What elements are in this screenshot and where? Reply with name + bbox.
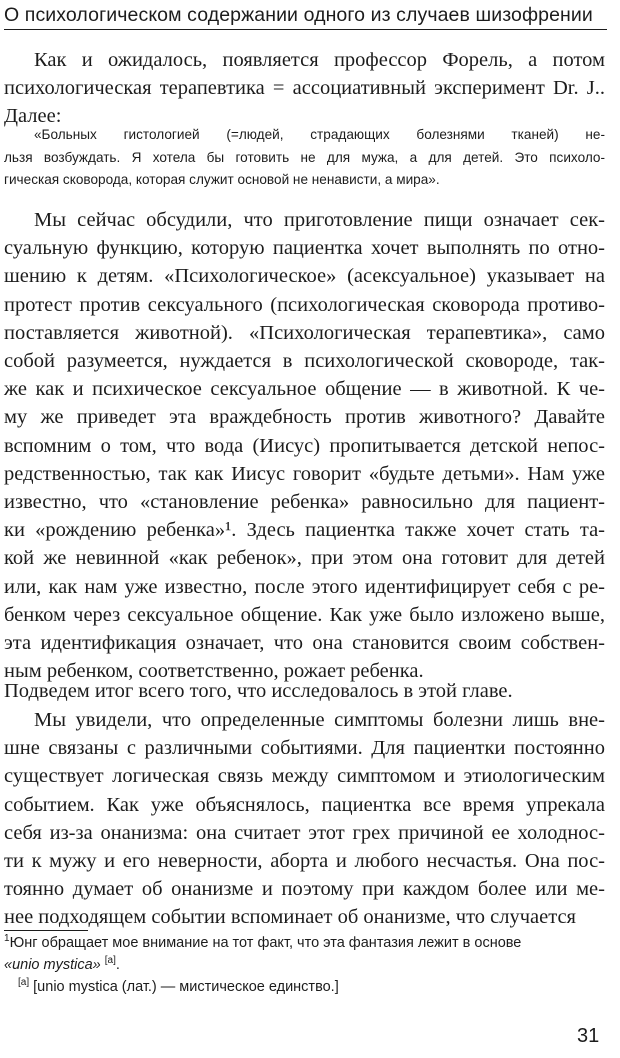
footnote-marker: [а] <box>18 977 30 989</box>
main-line: или, как нам уже известно, после этого идентифицирует себя с ре- <box>4 575 605 598</box>
footnote-divider <box>4 930 88 931</box>
running-header: О психологическом содержании одного из случаев шизофрении <box>4 2 607 30</box>
main-paragraph <box>4 206 605 685</box>
footnote-ref: [а] <box>104 955 116 967</box>
footnote-text: [unio mystica (лат.) — мистическое единство.] <box>33 979 339 995</box>
closing-line: нее подходящем событии вспоминает об онанизме, что случается <box>4 906 576 929</box>
block-quote <box>4 124 605 192</box>
closing-line: ти к мужу и его неверности, аборта и любого несчастья. Она пос- <box>4 850 605 873</box>
footnote-period: . <box>115 957 120 973</box>
main-line: шению к детям. «Психологическое» (асексуальное) указывает на <box>4 265 605 288</box>
closing-line: тоянно думает об онанизме и поэтому при каждом более или ме- <box>4 878 605 901</box>
main-line: редственностью, так как Иисус говорит «будьте детьми». Нам уже <box>4 462 605 485</box>
main-line: известно, что «становление ребенка» равносильно для пациент- <box>4 491 605 514</box>
summary-paragraph <box>4 677 605 705</box>
footnote-text: Юнг обращает мое внимание на тот факт, что эта фантазия лежит в основе <box>9 935 522 951</box>
summary-line: Подведем итог всего того, что исследовалось в этой главе. <box>4 680 513 702</box>
intro-paragraph <box>4 46 605 131</box>
main-line: ным ребенком, соответственно, рожает ребенка. <box>4 660 424 683</box>
closing-line: существует логическая связь между симптомом и этиологическим <box>4 765 605 788</box>
main-line: вспомним о том, что вода (Иисус) пропитывается детской непос- <box>4 434 605 457</box>
quote-line: «Больных гистологией (=людей, страдающих болезнями тканей) не- <box>34 127 605 142</box>
footnotes <box>4 932 605 998</box>
quote-line: гическая сковорода, которая служит основой не ненависти, а мира». <box>4 172 440 187</box>
closing-line: шне связаны с различными событиями. Для пациентки постоянно <box>4 737 605 760</box>
main-line: бенком через сексуальное общение. Как уже было изложено выше, <box>4 603 605 626</box>
closing-line: Мы увидели, что определенные симптомы болезни лишь вне- <box>34 709 605 731</box>
intro-line: Далее: <box>4 105 62 128</box>
main-line: ки «рождению ребенка»¹. Здесь пациентка также хочет стать та- <box>4 519 605 542</box>
closing-paragraph <box>4 706 605 932</box>
footnote-text: «unio mystica» <box>4 957 101 973</box>
main-line: кой же невинной «как ребенок», при этом она готовит для детей <box>4 547 605 570</box>
footnote-marker: 1 <box>4 933 10 945</box>
footnote-1 <box>4 932 605 976</box>
intro-line: Как и ожидалось, появляется профессор Форель, а потом <box>34 49 605 71</box>
page-number: 31 <box>577 1025 600 1047</box>
closing-line: событием. Как уже объяснялось, пациентка все время упрекала <box>4 793 605 816</box>
main-line: эта идентификация означает, что она становится своим собствен- <box>4 632 605 655</box>
main-line: же как и психическое сексуальное общение — в животной. К че- <box>4 378 605 401</box>
main-line: му же приведет эта враждебность против животного? Давайте <box>4 406 605 429</box>
main-line: суальную функцию, которую пациентка хочет выполнять по отно- <box>4 237 605 260</box>
main-line: протест против сексуального (психологическая сковорода противо- <box>4 293 605 316</box>
main-line: Мы сейчас обсудили, что приготовление пищи означает сек- <box>34 209 605 231</box>
footnote-a <box>4 976 605 998</box>
main-line: поставляется животной). «Психологическая терапевтика», само <box>4 321 605 344</box>
quote-line: льзя возбуждать. Я хотела бы готовить не для мужа, а для детей. Это психоло- <box>4 149 605 165</box>
closing-line: себя из-за онанизма: она считает этот грех причиной ее холоднос- <box>4 821 605 844</box>
main-line: собой разумеется, нуждается в психологической сковороде, так- <box>4 350 605 373</box>
intro-line: психологическая терапевтика = ассоциативный эксперимент Dr. J.. <box>4 77 605 100</box>
